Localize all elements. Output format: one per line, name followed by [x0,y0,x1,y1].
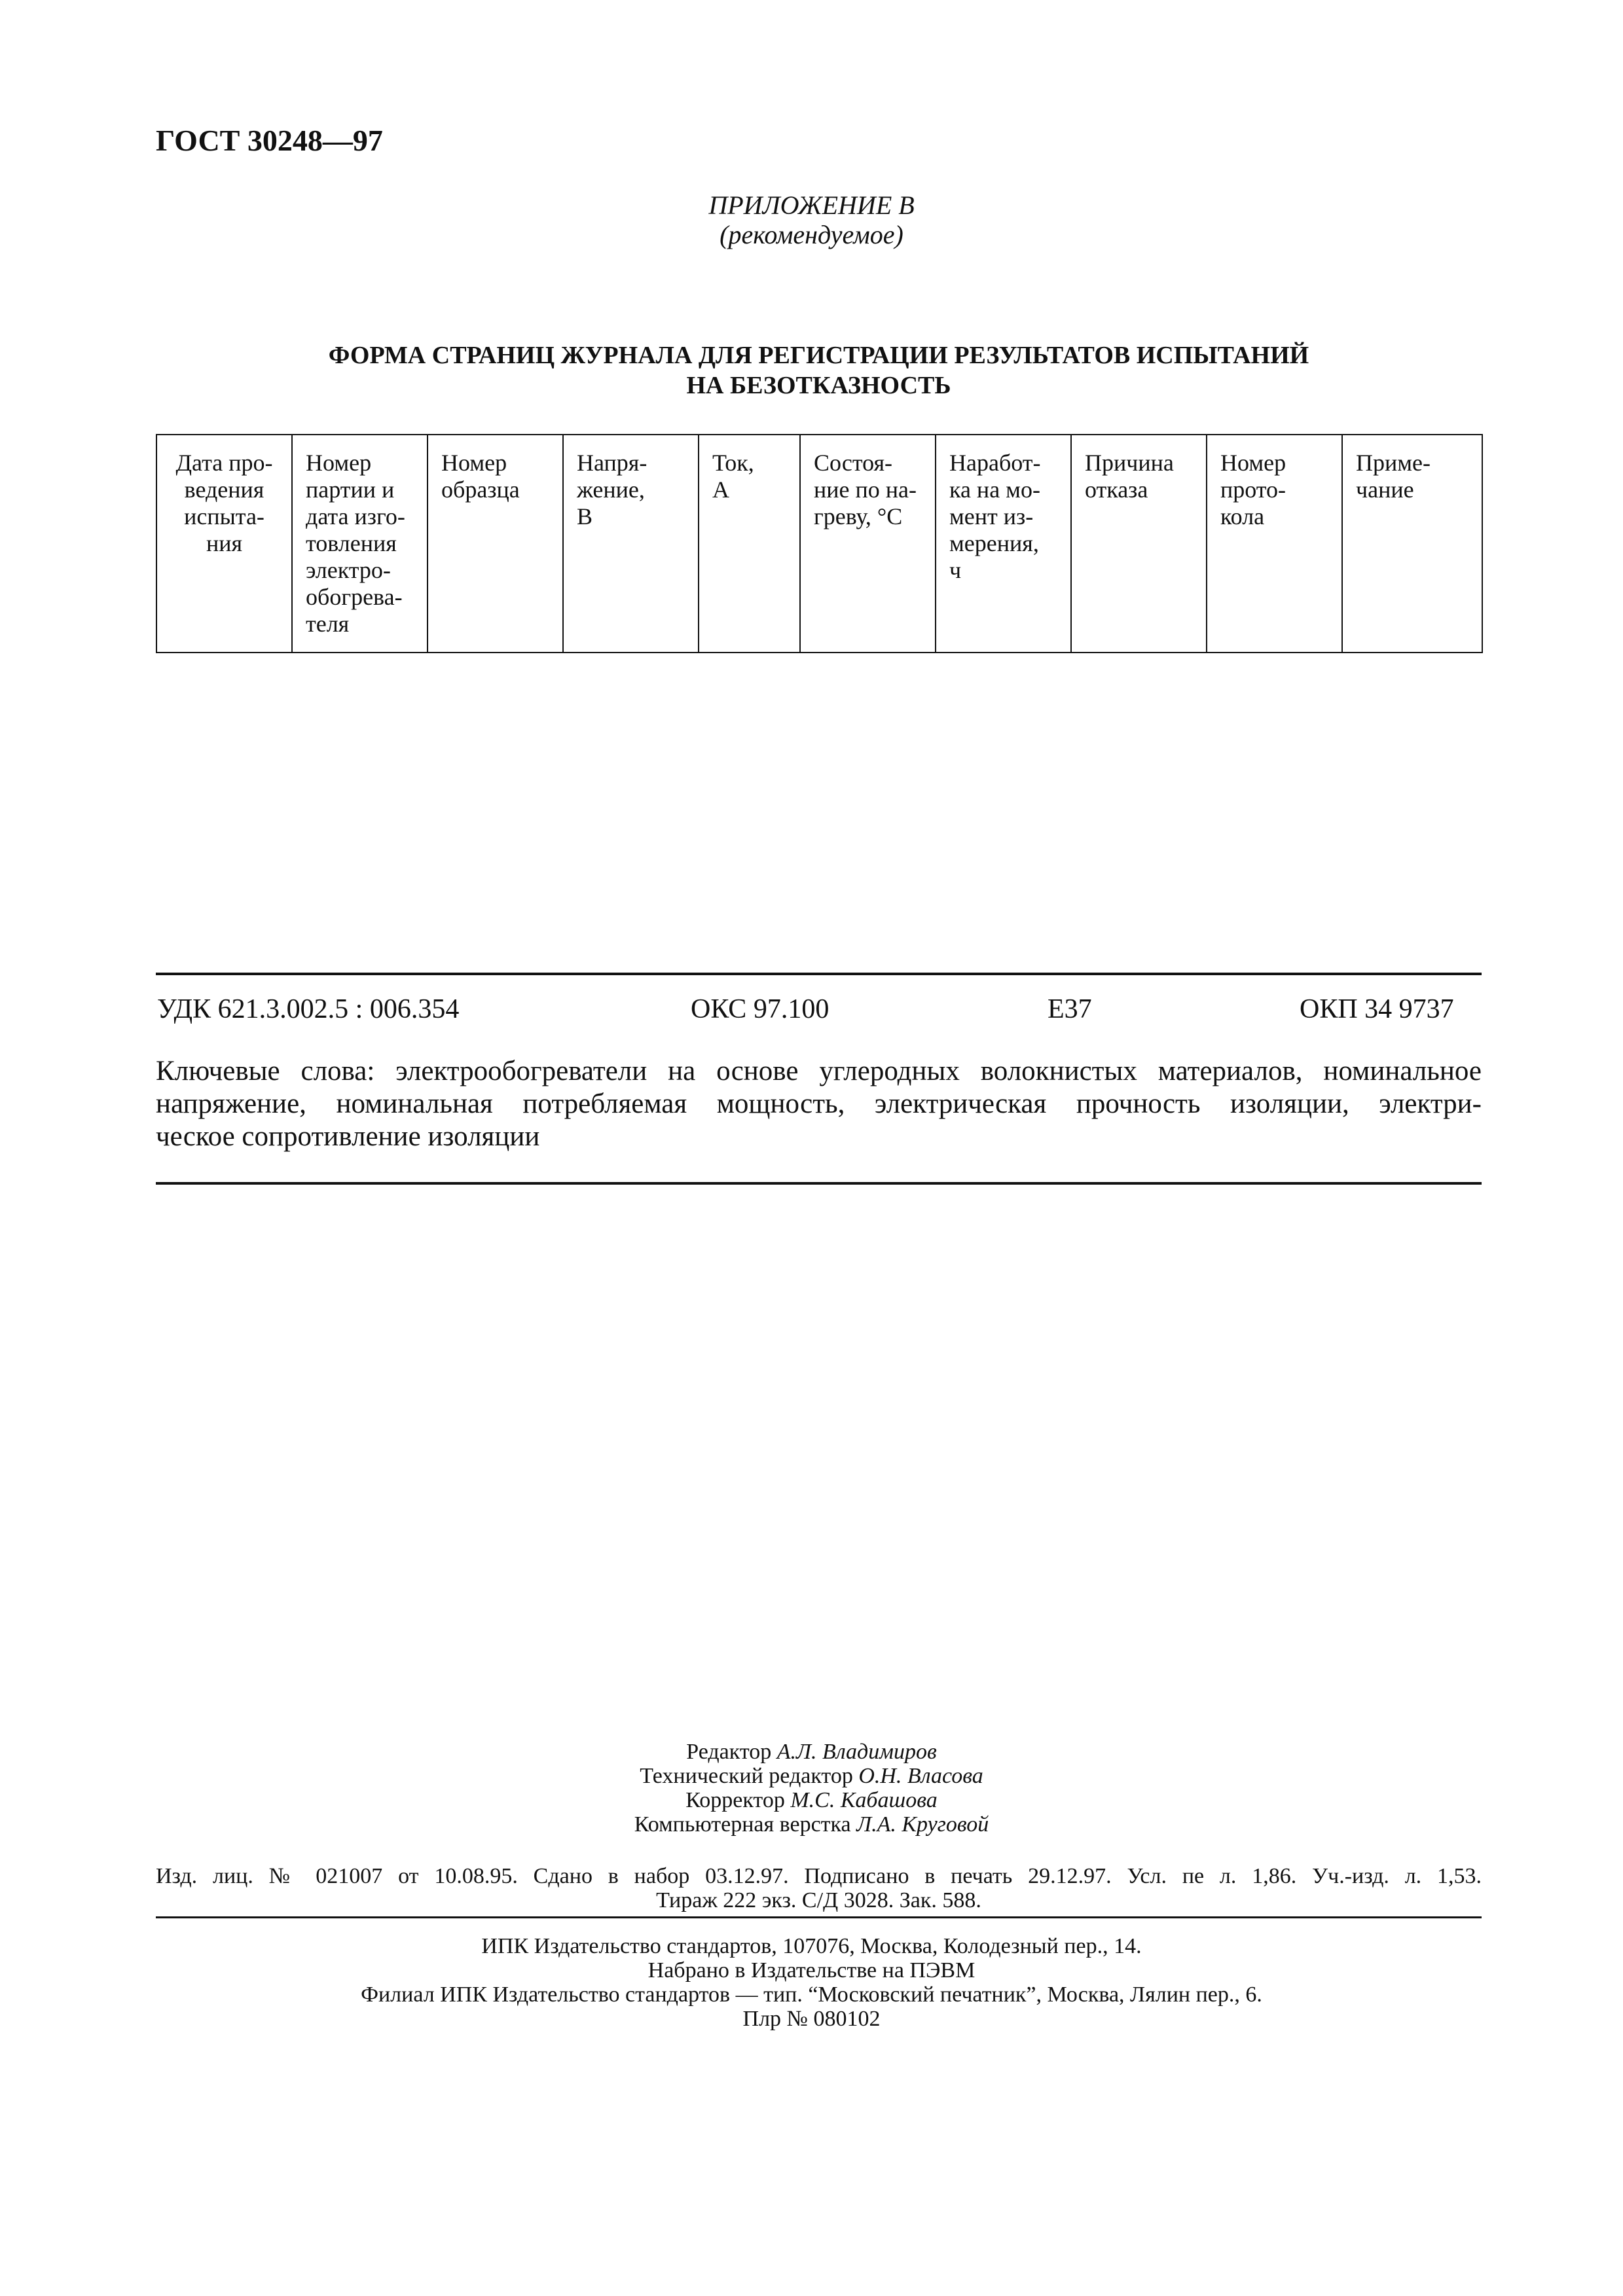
credit-name: М.С. Кабашова [790,1788,938,1812]
column-header-protocol-number: Номер прото- кола [1207,435,1342,653]
keywords-paragraph [156,1055,1482,1153]
imprint-block [156,1864,1482,1912]
column-header-voltage: Напря- жение, В [563,435,699,653]
column-header-test-date: Дата про- ведения испыта- ния [156,435,292,653]
credit-name: Л.А. Круговой [856,1812,989,1837]
group-code: Е37 [1048,994,1092,1024]
column-header-failure-cause: Причина отказа [1071,435,1207,653]
imprint-divider [156,1916,1482,1918]
oks-code: ОКС 97.100 [691,994,830,1024]
credit-corrector [0,1788,1623,1812]
credit-name: А.Л. Владимиров [776,1740,937,1764]
annex-subtitle: (рекомендуемое) [720,220,903,249]
publisher-line-2: Набрано в Издательстве на ПЭВМ [647,1958,976,1982]
credit-tech-editor [0,1764,1623,1788]
udk-code: УДК 621.3.002.5 : 006.354 [157,994,460,1024]
credit-role: Корректор [685,1788,785,1812]
document-code: ГОСТ 30248—97 [156,124,383,157]
top-divider [156,973,1482,975]
form-title [156,340,1482,401]
credit-editor [0,1740,1623,1764]
column-header-operating-time: Наработ- ка на мо- мент из- мерения, ч [936,435,1071,653]
form-title-line-1: ФОРМА СТРАНИЦ ЖУРНАЛА ДЛЯ РЕГИСТРАЦИИ РЕЗУЛЬТАТОВ ИСПЫТАНИЙ [328,342,1309,369]
annex-title: ПРИЛОЖЕНИЕ В [708,190,915,220]
form-title-line-2: НА БЕЗОТКАЗНОСТЬ [686,372,951,399]
keywords-line-2: напряжение, номинальная потребляемая мощность, электрическая прочность изоляции, электри- [156,1088,1482,1119]
publisher-block [0,1934,1623,2031]
credit-layout [0,1812,1623,1837]
credits-block [0,1740,1623,1837]
column-header-batch-number: Номер партии и дата изго- товления электро- обогрева- теля [292,435,428,653]
table-header-row [156,435,1482,653]
publisher-line-3: Филиал ИПК Издательство стандартов — тип. “Московский печатник”, Москва, Лялин пер., 6. [361,1982,1262,2007]
column-header-current: Ток, А [699,435,800,653]
column-header-heating-state: Состоя- ние по на- греву, °С [800,435,936,653]
keywords-line-1: Ключевые слова: электрообогреватели на основе углеродных волокнистых материалов, номинальное [156,1056,1482,1086]
column-header-sample-number: Номер образца [428,435,563,653]
keywords-divider [156,1182,1482,1185]
imprint-line-1: Изд. лиц. № 021007 от 10.08.95. Сдано в набор 03.12.97. Подписано в печать 29.12.97. Усл. пе л. 1,86. Уч.-изд. л. 1,53. [156,1864,1482,1888]
journal-form-table [156,434,1483,653]
credit-role: Технический редактор [640,1764,853,1788]
credit-name: О.Н. Власова [858,1764,983,1788]
publisher-line-4: Плр № 080102 [742,2007,881,2031]
imprint-line-2: Тираж 222 экз. С/Д 3028. Зак. 588. [656,1888,981,1912]
column-header-note: Приме- чание [1342,435,1482,653]
publisher-line-1: ИПК Издательство стандартов, 107076, Москва, Колодезный пер., 14. [481,1934,1142,1958]
credit-role: Компьютерная верстка [634,1812,851,1837]
keywords-line-3: ческое сопротивление изоляции [156,1121,540,1152]
credit-role: Редактор [686,1740,772,1764]
okp-code: ОКП 34 9737 [1300,994,1454,1024]
